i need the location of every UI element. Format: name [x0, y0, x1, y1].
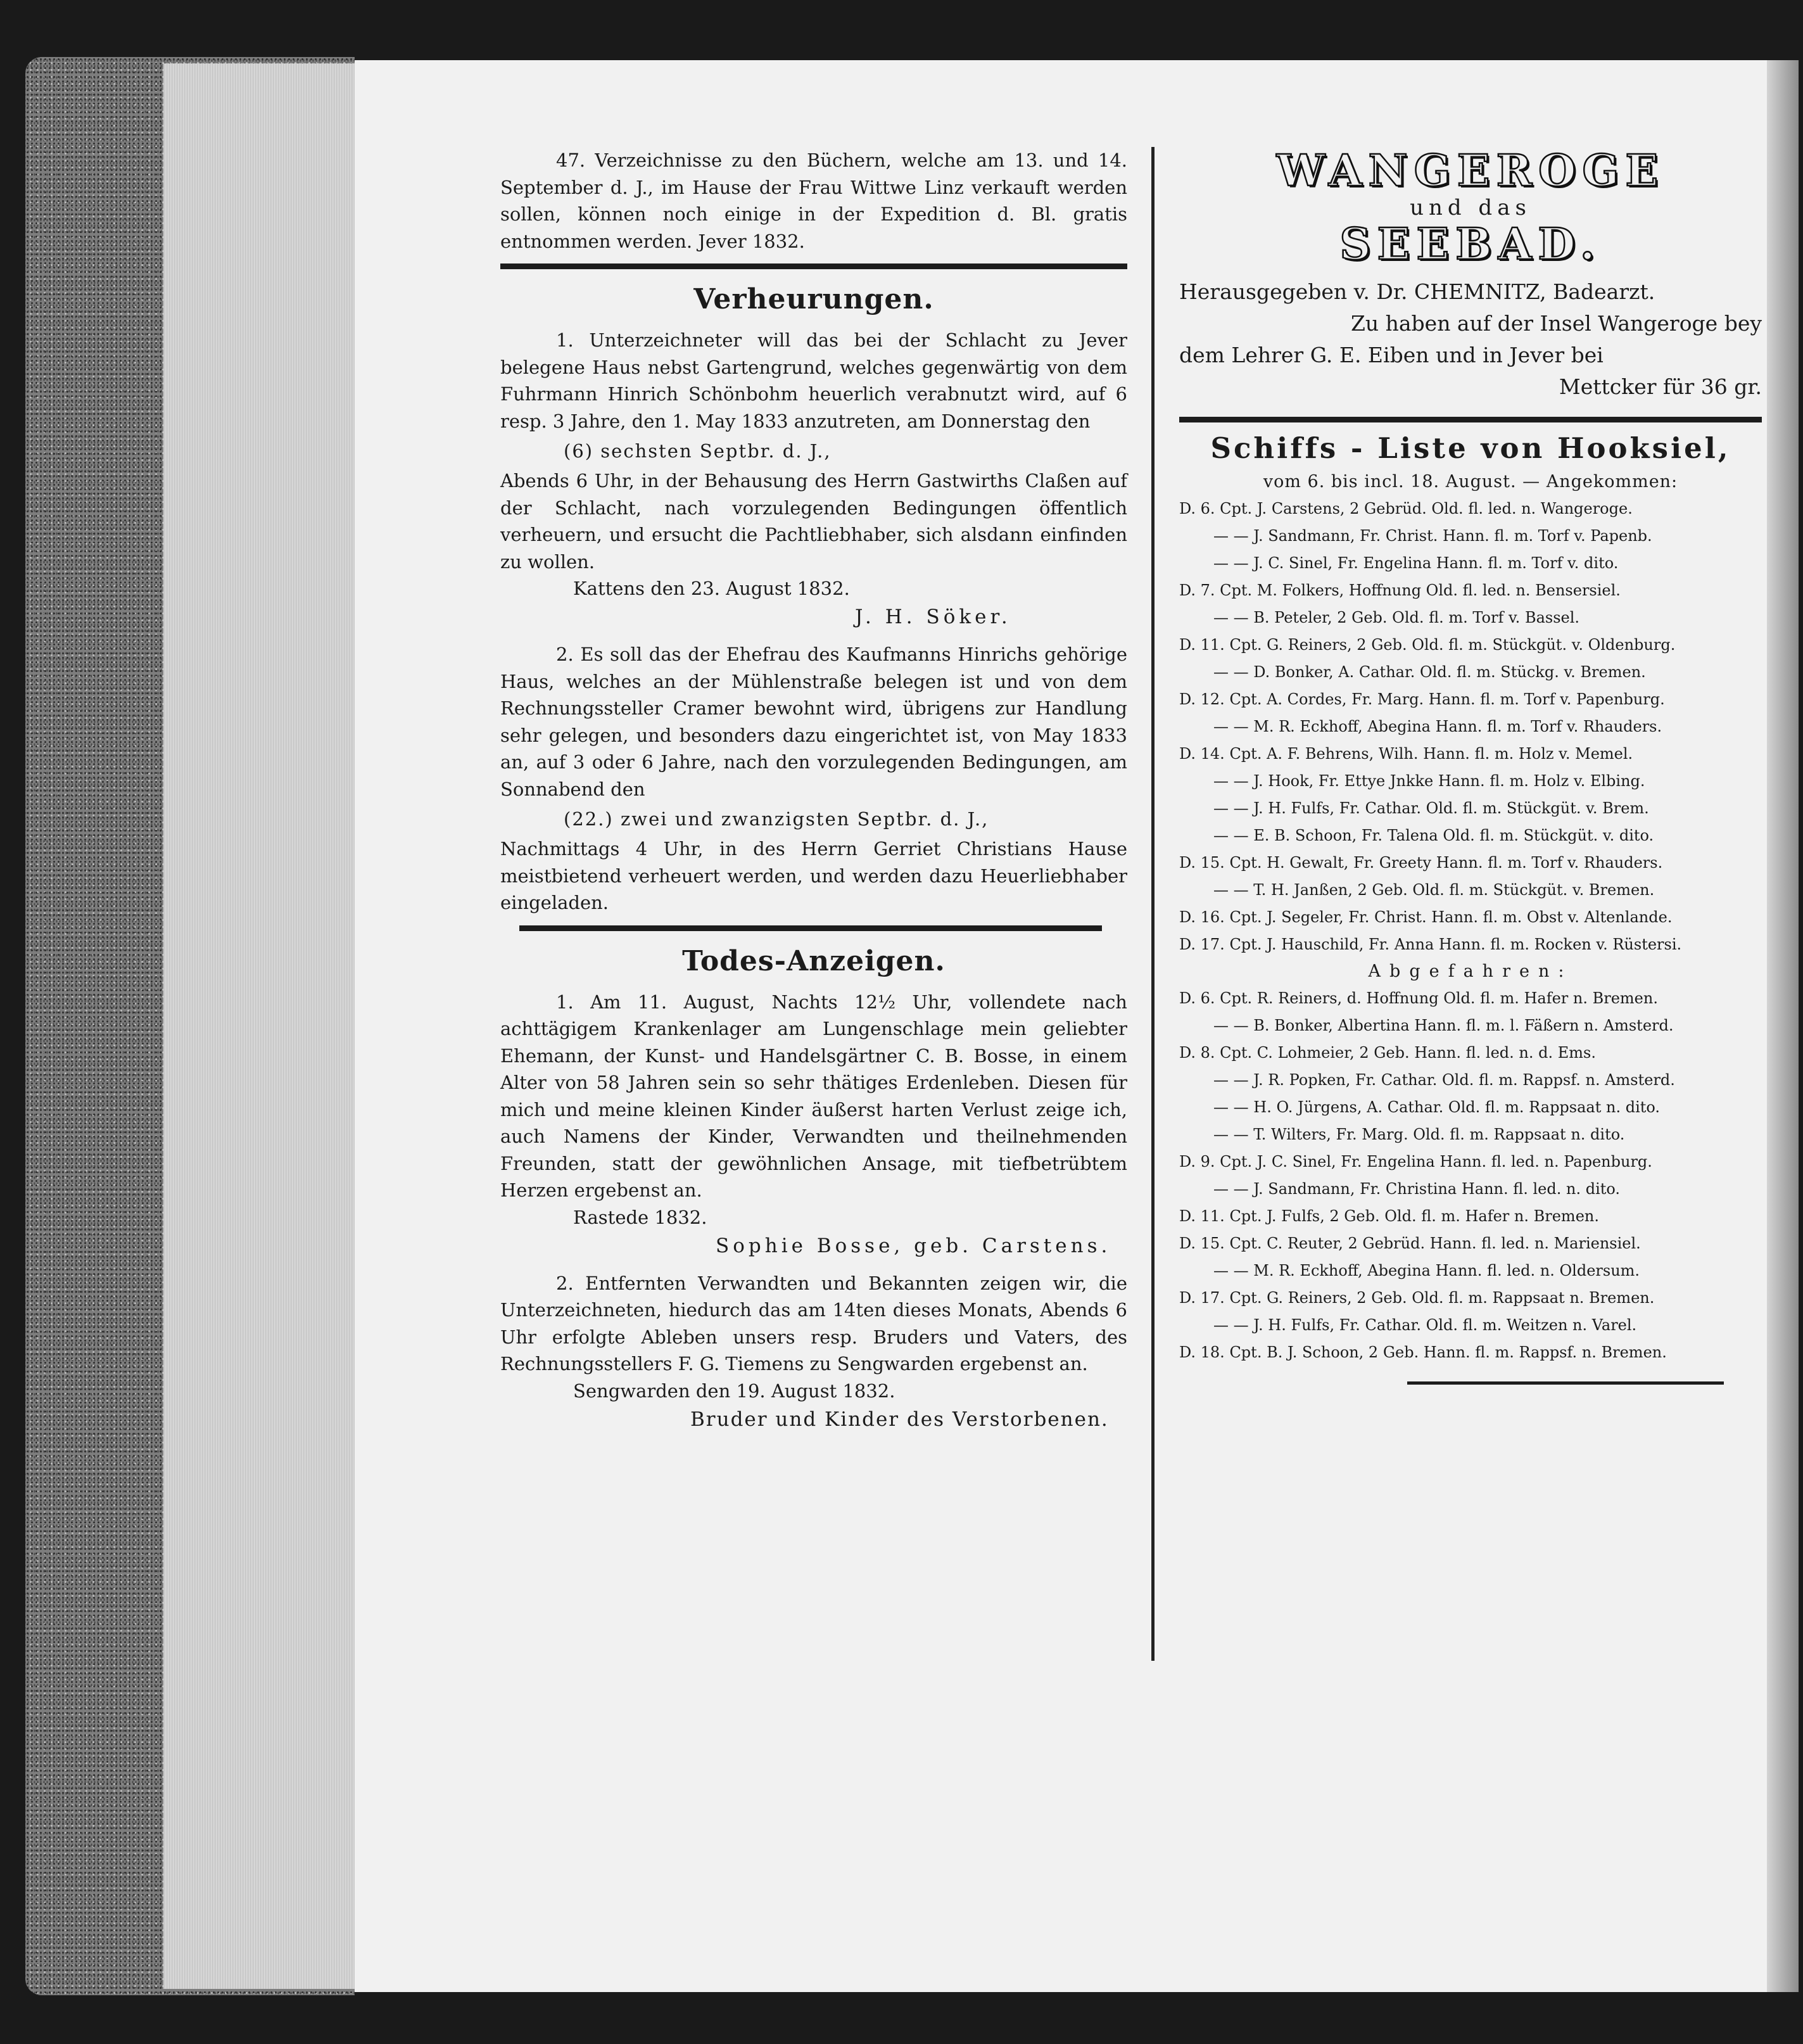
- ship-entry: D. 15. Cpt. H. Gewalt, Fr. Greety Hann. fl. m. Torf v. Rhauders.: [1179, 854, 1663, 872]
- ship-entry: — — J. R. Popken, Fr. Cathar. Old. fl. m. Rappsf. n. Amsterd.: [1213, 1071, 1675, 1089]
- ship-entry: D. 17. Cpt. J. Hauschild, Fr. Anna Hann. fl. m. Rocken v. Rüstersi.: [1179, 936, 1682, 953]
- departed-list: [1179, 985, 1762, 1366]
- page-curl-shadow: [1767, 60, 1799, 1992]
- ship-entry: D. 7. Cpt. M. Folkers, Hoffnung Old. fl. led. n. Bensersiel.: [1179, 581, 1621, 599]
- notice-47-text: 47. Verzeichnisse zu den Büchern, welche am 13. und 14. September d. J., im Hause der Frau Wittwe Linz verkauft werden sollen, können noch einige in der Expedition d. Bl. gratis entnommen werden. Jever 1832.: [500, 149, 1127, 252]
- masthead: [1179, 147, 1762, 403]
- right-column: [1179, 147, 1762, 1385]
- ships-period: vom 6. bis incl. 18. August. — Angekommen:: [1263, 472, 1678, 492]
- masthead-connector: und das: [1410, 195, 1531, 220]
- ship-entry: — — J. Hook, Fr. Ettye Jnkke Hann. fl. m. Holz v. Elbing.: [1213, 772, 1645, 790]
- masthead-availability-2: dem Lehrer G. E. Eiben und in Jever bei: [1179, 343, 1604, 367]
- death-1-place-date: Rastede 1832.: [573, 1206, 707, 1228]
- ship-entry: — — E. B. Schoon, Fr. Talena Old. fl. m. Stückgüt. v. dito.: [1213, 827, 1654, 844]
- rentals-section: [500, 283, 1127, 917]
- ship-entry: — — J. C. Sinel, Fr. Engelina Hann. fl. m. Torf v. dito.: [1213, 554, 1619, 572]
- ship-entry: D. 15. Cpt. C. Reuter, 2 Gebrüd. Hann. fl. led. n. Mariensiel.: [1179, 1235, 1641, 1252]
- end-rule: [1407, 1381, 1724, 1385]
- section-rule: [500, 263, 1127, 269]
- left-column: [500, 147, 1127, 1435]
- column-divider: [1151, 147, 1155, 1661]
- death-1-text: 1. Am 11. August, Nachts 12½ Uhr, vollendete nach achttägigem Krankenlager am Lungenschlage mein geliebter Ehemann, der Kunst- und Handelsgärtner C. B. Bosse, in einem Alter von 58 Jahren sein so sehr thätiges Erdenleben. Diesen für mich und meine kleinen Kinder äußerst harten Verlust zeige ich, auch Namens der Kinder, Verwandten und theilnehmenden Freunden, statt der gewöhnlichen Ansage, mit tiefbetrübtem Herzen ergebenst an.: [500, 991, 1127, 1201]
- rental-1-signature: J. H. Söker.: [855, 606, 1011, 628]
- section-rule: [519, 925, 1102, 931]
- death-2-place-date: Sengwarden den 19. August 1832.: [573, 1380, 895, 1402]
- death-2-signature: Bruder und Kinder des Verstorbenen.: [690, 1407, 1109, 1431]
- rental-1-text-continued: Abends 6 Uhr, in der Behausung des Herrn Gastwirths Claßen auf der Schlacht, nach vorzulegenden Bedingungen öffentlich verheuern, und ersucht die Pachtliebhaber, sich alsdann einfinden zu wollen.: [500, 470, 1127, 573]
- masthead-subtitle: SEEBAD.: [1339, 219, 1602, 270]
- ships-section: [1179, 431, 1762, 1385]
- ship-entry: — — J. Sandmann, Fr. Christ. Hann. fl. m. Torf v. Papenb.: [1213, 527, 1652, 545]
- ship-entry: — — M. R. Eckhoff, Abegina Hann. fl. m. Torf v. Rhauders.: [1213, 718, 1662, 735]
- masthead-availability-3: Mettcker für 36 gr.: [1559, 374, 1762, 399]
- ship-entry: D. 8. Cpt. C. Lohmeier, 2 Geb. Hann. fl. led. n. d. Ems.: [1179, 1044, 1596, 1062]
- ship-entry: — — D. Bonker, A. Cathar. Old. fl. m. Stückg. v. Bremen.: [1213, 663, 1646, 681]
- death-2-text: 2. Entfernten Verwandten und Bekannten zeigen wir, die Unterzeichneten, hiedurch das am 14ten dieses Monats, Abends 6 Uhr erfolgte Ableben unsers resp. Bruders und Vaters, des Rechnungsstellers F. G. Tiemens zu Sengwarden ergebenst an.: [500, 1272, 1127, 1374]
- departed-label: Abgefahren:: [1368, 962, 1573, 981]
- ship-entry: — — T. Wilters, Fr. Marg. Old. fl. m. Rappsaat n. dito.: [1213, 1126, 1625, 1143]
- rental-2-text: 2. Es soll das der Ehefrau des Kaufmanns Hinrichs gehörige Haus, welches an der Mühlenstraße belegen ist und von dem Rechnungssteller Cramer bewohnt wird, übrigens zur Handlung sehr gelegen, und besonders dazu eingerichtet ist, von May 1833 an, auf 3 oder 6 Jahre, nach den vorzulegenden Bedingungen, am Sonnabend den: [500, 644, 1127, 800]
- ship-entry: D. 14. Cpt. A. F. Behrens, Wilh. Hann. fl. m. Holz v. Memel.: [1179, 745, 1633, 763]
- arrived-list: [1179, 495, 1762, 958]
- ship-entry: D. 6. Cpt. J. Carstens, 2 Gebrüd. Old. fl. led. n. Wangeroge.: [1179, 500, 1633, 517]
- ship-entry: — — B. Bonker, Albertina Hann. fl. m. l. Fäßern n. Amsterd.: [1213, 1017, 1674, 1034]
- notice-47-tail: Jever 1832.: [698, 230, 805, 252]
- ship-entry: D. 17. Cpt. G. Reiners, 2 Geb. Old. fl. m. Rappsaat n. Bremen.: [1179, 1289, 1655, 1307]
- ship-entry: D. 12. Cpt. A. Cordes, Fr. Marg. Hann. fl. m. Torf v. Papenburg.: [1179, 690, 1665, 708]
- ship-entry: — — J. H. Fulfs, Fr. Cathar. Old. fl. m. Weitzen n. Varel.: [1213, 1316, 1637, 1334]
- rental-1-place-date: Kattens den 23. August 1832.: [573, 578, 850, 599]
- ship-entry: — — J. Sandmann, Fr. Christina Hann. fl. led. n. dito.: [1213, 1180, 1621, 1198]
- rental-2-date: (22.) zwei und zwanzigsten Septbr. d. J.,: [564, 808, 989, 830]
- ship-entry: — — J. H. Fulfs, Fr. Cathar. Old. fl. m. Stückgüt. v. Brem.: [1213, 799, 1649, 817]
- rental-1-text: 1. Unterzeichneter will das bei der Schlacht zu Jever belegene Haus nebst Gartengrund, welches gegenwärtig von dem Fuhrmann Hinrich Schönbohm heuerlich verabnutzt wird, auf 6 resp. 3 Jahre, den 1. May 1833 anzutreten, am Donnerstag den: [500, 329, 1127, 432]
- page-block-edges: [163, 63, 355, 1989]
- masthead-availability-1: Zu haben auf der Insel Wangeroge bey: [1350, 311, 1762, 336]
- rental-2-text-continued: Nachmittags 4 Uhr, in des Herrn Gerriet Christians Hause meistbietend verheuert werden, und werden dazu Heuerliebhaber eingeladen.: [500, 838, 1127, 913]
- deaths-heading: Todes-Anzeigen.: [682, 944, 946, 977]
- ship-entry: — — M. R. Eckhoff, Abegina Hann. fl. led. n. Oldersum.: [1213, 1262, 1640, 1279]
- ships-heading: Schiffs - Liste von Hooksiel,: [1210, 431, 1731, 465]
- ship-entry: D. 16. Cpt. J. Segeler, Fr. Christ. Hann. fl. m. Obst v. Altenlande.: [1179, 908, 1673, 926]
- section-rule: [1179, 417, 1762, 422]
- masthead-publisher: Herausgegeben v. Dr. CHEMNITZ, Badearzt.: [1179, 279, 1655, 304]
- ship-entry: D. 11. Cpt. J. Fulfs, 2 Geb. Old. fl. m. Hafer n. Bremen.: [1179, 1207, 1599, 1225]
- ship-entry: — — H. O. Jürgens, A. Cathar. Old. fl. m. Rappsaat n. dito.: [1213, 1098, 1661, 1116]
- ship-entry: D. 9. Cpt. J. C. Sinel, Fr. Engelina Hann. fl. led. n. Papenburg.: [1179, 1153, 1652, 1171]
- ship-entry: D. 11. Cpt. G. Reiners, 2 Geb. Old. fl. m. Stückgüt. v. Oldenburg.: [1179, 636, 1676, 654]
- rental-1-date: (6) sechsten Septbr. d. J.,: [564, 440, 832, 462]
- masthead-title: WANGEROGE: [1276, 146, 1665, 196]
- ship-entry: D. 18. Cpt. B. J. Schoon, 2 Geb. Hann. fl. m. Rappsf. n. Bremen.: [1179, 1343, 1667, 1361]
- rentals-heading: Verheurungen.: [693, 283, 934, 315]
- ship-entry: D. 6. Cpt. R. Reiners, d. Hoffnung Old. fl. m. Hafer n. Bremen.: [1179, 989, 1658, 1007]
- notice-47: [500, 147, 1127, 255]
- death-1-signature: Sophie Bosse, geb. Carstens.: [716, 1234, 1111, 1257]
- deaths-section: [500, 945, 1127, 1435]
- ship-entry: — — B. Peteler, 2 Geb. Old. fl. m. Torf v. Bassel.: [1213, 609, 1580, 626]
- ship-entry: — — T. H. Janßen, 2 Geb. Old. fl. m. Stückgüt. v. Bremen.: [1213, 881, 1655, 899]
